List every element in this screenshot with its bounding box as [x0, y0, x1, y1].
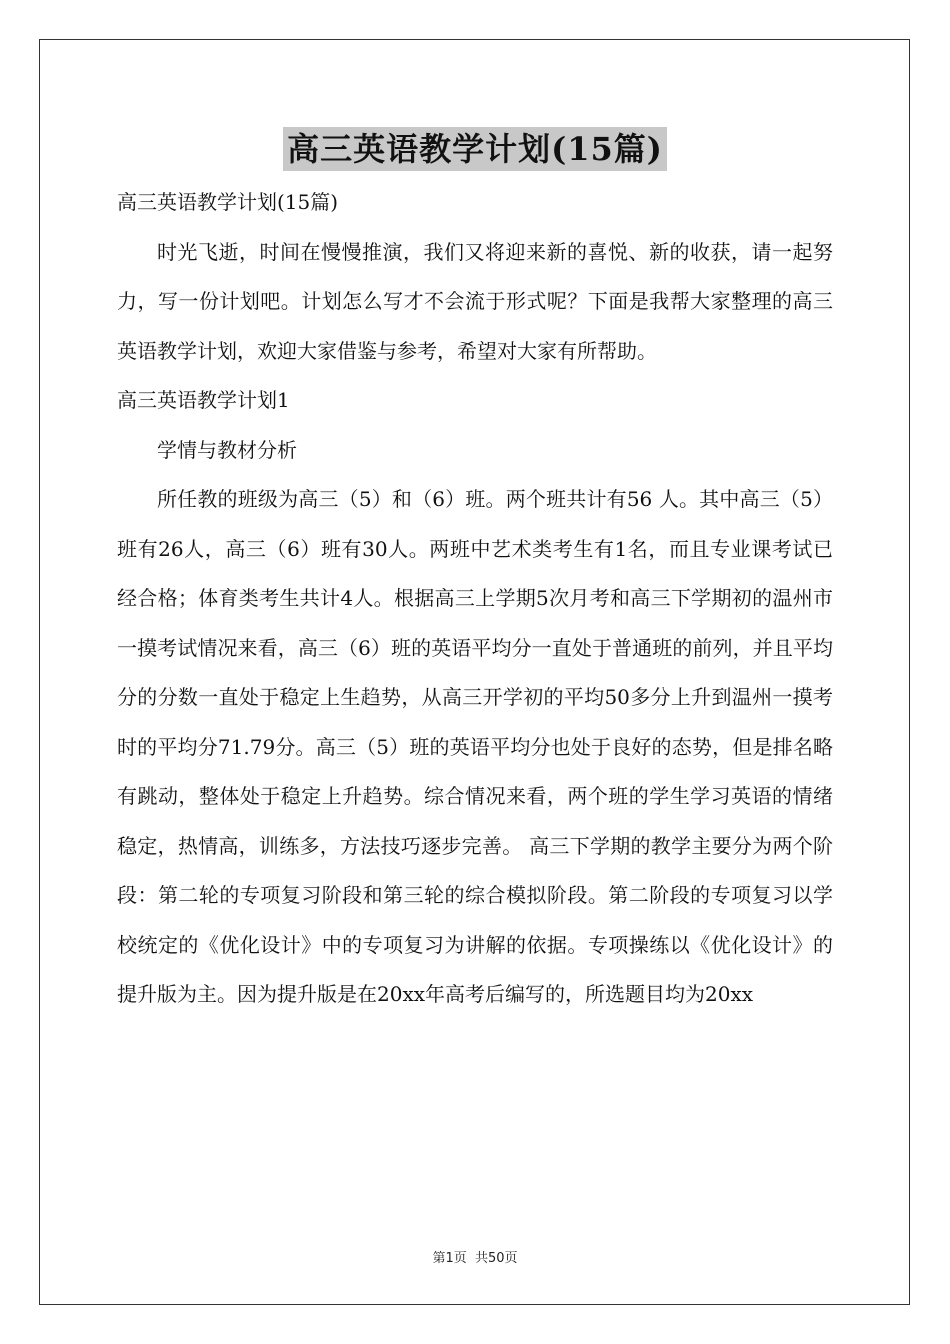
page-footer — [0, 1247, 950, 1266]
title-wrap — [0, 127, 950, 171]
page-number: 第1页 — [432, 1251, 467, 1266]
intro-paragraph: 时光飞逝，时间在慢慢推演，我们又将迎来新的喜悦、新的收获，请一起努力，写一份计划吧。计划怎么写才不会流于形式呢？下面是我帮大家整理的高三英语教学计划，欢迎大家借鉴与参考，希望对大家有所帮助。 — [117, 239, 833, 363]
section-heading: 高三英语教学计划1 — [117, 388, 290, 412]
body-paragraph: 所任教的班级为高三（5）和（6）班。两个班共计有56 人。其中高三（5）班有26人，高三（6）班有30人。两班中艺术类考生有1名，而且专业课考试已经合格；体育类考生共计4人。根据高三上学期5次月考和高三下学期初的温州市一摸考试情况来看，高三（6）班的英语平均分一直处于普通班的前列，并且平均分的分数一直处于稳定上生趋势，从高三开学初的平均50多分上升到温州一摸考时的平均分71.79分。高三（5）班的英语平均分也处于良好的态势，但是排名略有跳动，整体处于稳定上升趋势。综合情况来看，两个班的学生学习英语的情绪稳定，热情高，训练多，方法技巧逐步完善。 高三下学期的教学主要分为两个阶段：第二轮的专项复习阶段和第三轮的综合模拟阶段。第二阶段的专项复习以学校统定的《优化设计》中的专项复习为讲解的依据。专项操练以《优化设计》的提升版为主。因为提升版是在20xx年高考后编写的，所选题目均为20xx — [117, 487, 833, 1006]
document-title: 高三英语教学计划(15篇) — [283, 127, 667, 171]
total-pages: 共50页 — [474, 1251, 518, 1266]
document-subtitle: 高三英语教学计划(15篇) — [117, 190, 339, 214]
sub-heading: 学情与教材分析 — [157, 437, 297, 462]
document-body — [117, 178, 833, 1020]
